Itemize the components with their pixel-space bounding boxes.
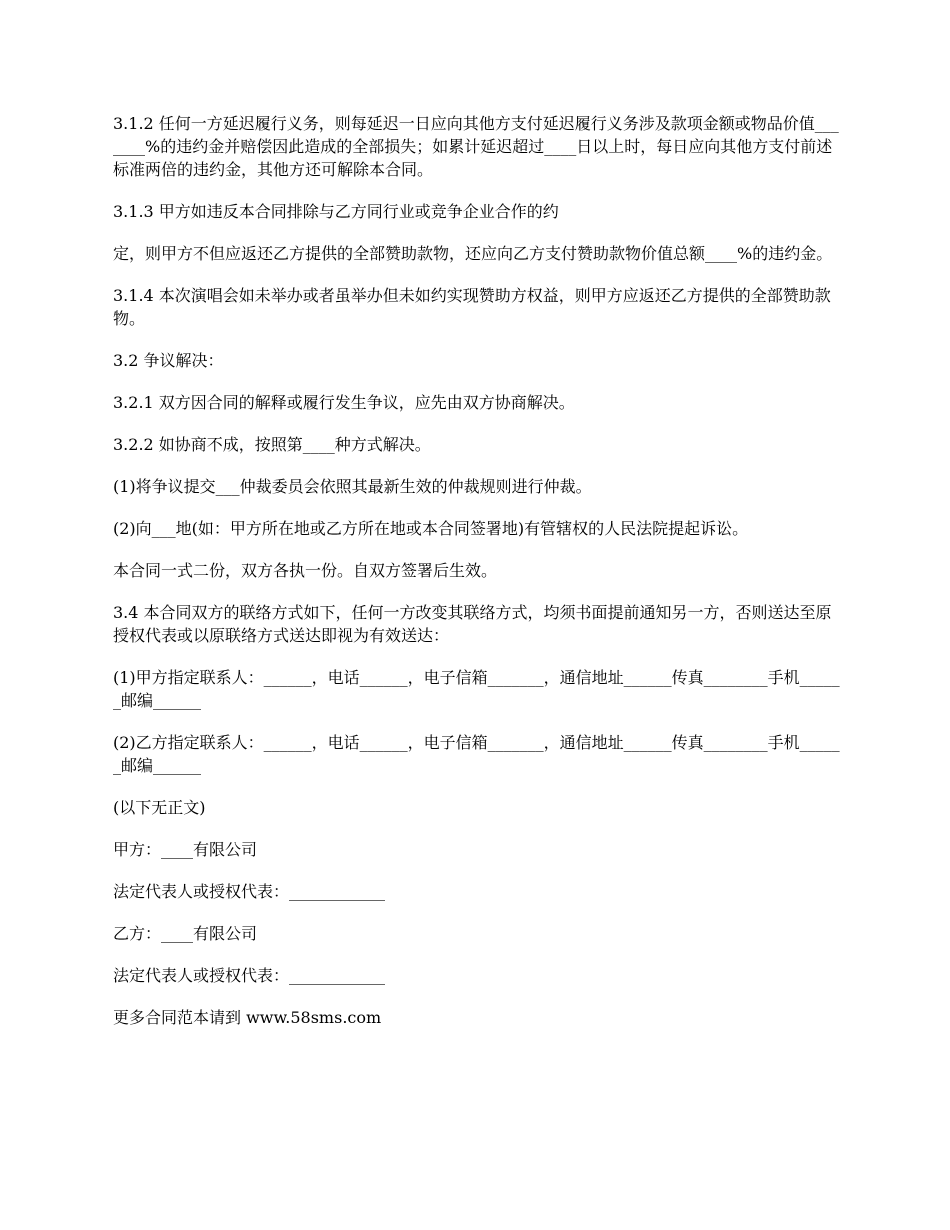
clause-3-2-2: 3.2.2 如协商不成，按照第____种方式解决。 bbox=[113, 435, 431, 454]
party-b-signature-company: 乙方：____有限公司 bbox=[113, 924, 258, 943]
section-3-2-heading: 3.2 争议解决： bbox=[113, 351, 224, 370]
no-further-text-note: (以下无正文) bbox=[113, 798, 206, 817]
party-b-contact: (2)乙方指定联系人：______，电话______，电子信箱_______，通信地址______传真________手机______邮编______ bbox=[113, 733, 840, 775]
dispute-option-litigation: (2)向___地(如：甲方所在地或乙方所在地或本合同签署地)有管辖权的人民法院提起诉讼。 bbox=[113, 519, 749, 538]
clause-3-2-1: 3.2.1 双方因合同的解释或履行发生争议，应先由双方协商解决。 bbox=[113, 393, 575, 412]
clause-3-1-4: 3.1.4 本次演唱会如未举办或者虽举办但未如约实现赞助方权益，则甲方应返还乙方提供的全部赞助款物。 bbox=[113, 286, 831, 328]
party-a-contact: (1)甲方指定联系人：______，电话______，电子信箱_______，通信地址______传真________手机______邮编______ bbox=[113, 668, 840, 710]
clause-3-4: 3.4 本合同双方的联络方式如下，任何一方改变其联络方式，均须书面提前通知另一方，否则送达至原授权代表或以原联络方式送达即视为有效送达： bbox=[113, 603, 832, 645]
copies-clause: 本合同一式二份，双方各执一份。自双方签署后生效。 bbox=[113, 561, 498, 580]
document-body bbox=[113, 112, 841, 1048]
clause-3-1-2: 3.1.2 任何一方延迟履行义务，则每延迟一日应向其他方支付延迟履行义务涉及款项金额或物品价值_______%的违约金并赔偿因此造成的全部损失；如累计延迟超过____日以上时，每日应向其他方支付前述标准两倍的违约金，其他方还可解除本合同。 bbox=[113, 114, 839, 179]
party-a-representative: 法定代表人或授权代表：____________ bbox=[113, 882, 386, 901]
party-a-signature-company: 甲方：____有限公司 bbox=[113, 840, 258, 859]
dispute-option-arbitration: (1)将争议提交___仲裁委员会依照其最新生效的仲裁规则进行仲裁。 bbox=[113, 477, 592, 496]
footer-website-note: 更多合同范本请到 www.58sms.com bbox=[113, 1008, 382, 1027]
party-b-representative: 法定代表人或授权代表：____________ bbox=[113, 966, 386, 985]
clause-3-1-3-part2: 定，则甲方不但应返还乙方提供的全部赞助款物，还应向乙方支付赞助款物价值总额____%的违约金。 bbox=[113, 244, 833, 263]
clause-3-1-3-part1: 3.1.3 甲方如违反本合同排除与乙方同行业或竞争企业合作的约 bbox=[113, 202, 559, 221]
